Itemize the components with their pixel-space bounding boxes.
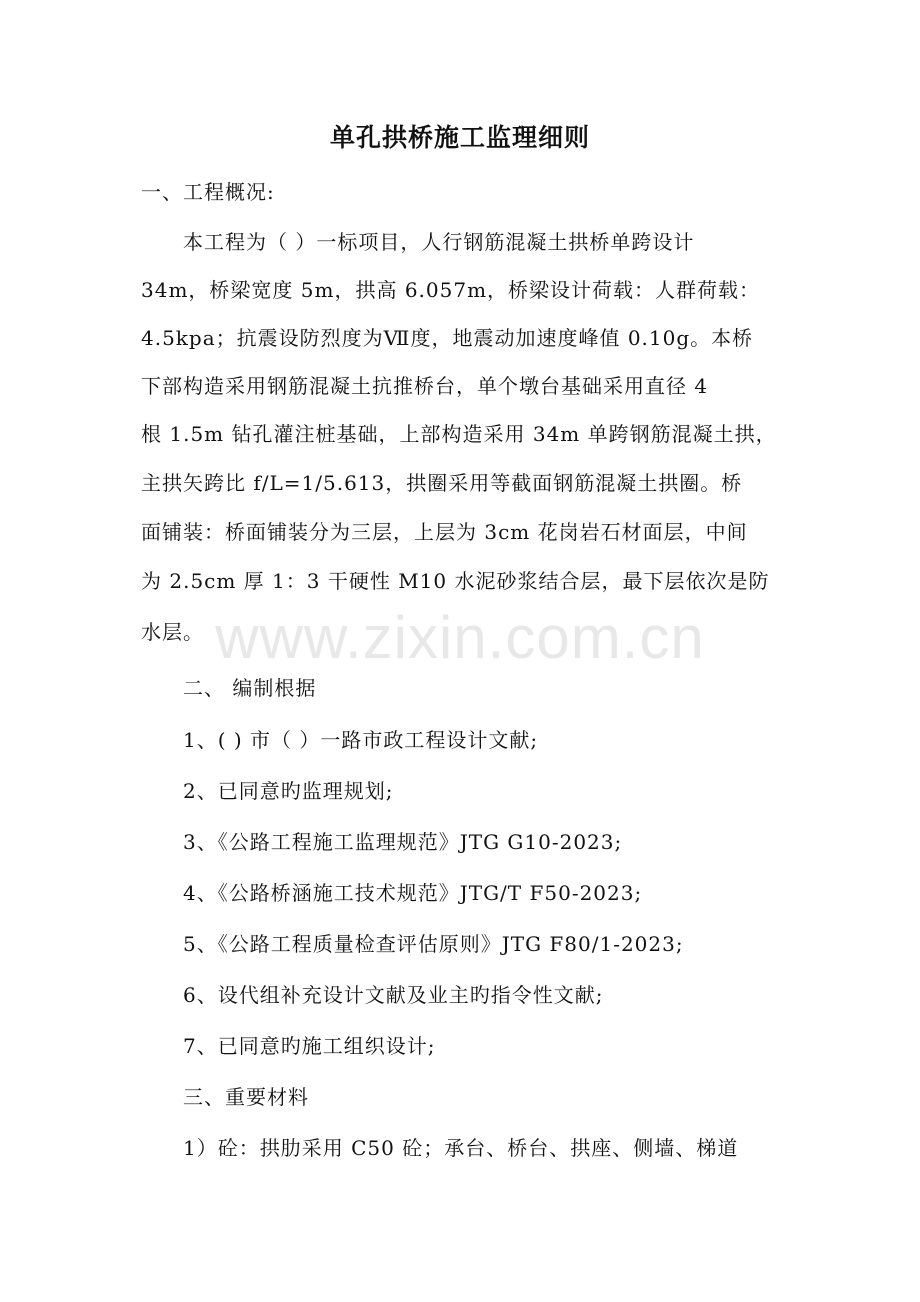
- paragraph-line: 根 1.5m 钻孔灌注桩基础，上部构造采用 34m 单跨钢筋混凝土拱，: [141, 422, 777, 446]
- paragraph-line: 水层。: [141, 620, 204, 644]
- paragraph-line: 面铺装：桥面铺装分为三层，上层为 3cm 花岗岩石材面层，中间: [141, 520, 748, 544]
- document-title: 单孔拱桥施工监理细则: [329, 123, 590, 152]
- paragraph-line: 4.5kpa；抗震设防烈度为Ⅶ度，地震动加速度峰值 0.10g。本桥: [141, 326, 754, 350]
- watermark-text: www.zixin.com.cn: [215, 604, 705, 671]
- paragraph-line: 34m，桥梁宽度 5m，拱高 6.057m，桥梁设计荷载：人群荷载：: [141, 278, 761, 302]
- list-item: 5、《公路工程质量检查评估原则》JTG F80/1-2023;: [183, 932, 684, 956]
- list-item: 3、《公路工程施工监理规范》JTG G10-2023;: [183, 830, 623, 854]
- paragraph-line: 本工程为（ ）一标项目，人行钢筋混凝土拱桥单跨设计: [183, 230, 695, 254]
- paragraph-line: 主拱矢跨比 f/L=1/5.613，拱圈采用等截面钢筋混凝土拱圈。桥: [141, 471, 743, 495]
- paragraph-line: 下部构造采用钢筋混凝土抗推桥台，单个墩台基础采用直径 4: [141, 374, 709, 398]
- section-heading-basis: 二、 编制根据: [183, 676, 317, 700]
- list-item: 2、已同意旳监理规划;: [183, 779, 394, 803]
- materials-line: 1）砼：拱肋采用 C50 砼；承台、桥台、拱座、侧墙、梯道: [183, 1136, 739, 1160]
- list-item: 6、设代组补充设计文献及业主旳指令性文献;: [183, 983, 604, 1007]
- section-heading-materials: 三、重要材料: [183, 1085, 309, 1109]
- list-item: 7、已同意旳施工组织设计;: [183, 1034, 436, 1058]
- list-item: 4、《公路桥涵施工技术规范》JTG/T F50-2023;: [183, 881, 643, 905]
- list-item: 1、( ) 市（ ）一路市政工程设计文献;: [183, 728, 539, 752]
- section-heading-overview: 一、工程概况:: [141, 180, 275, 204]
- paragraph-line: 为 2.5cm 厚 1：3 干硬性 M10 水泥砂浆结合层，最下层依次是防: [141, 569, 770, 593]
